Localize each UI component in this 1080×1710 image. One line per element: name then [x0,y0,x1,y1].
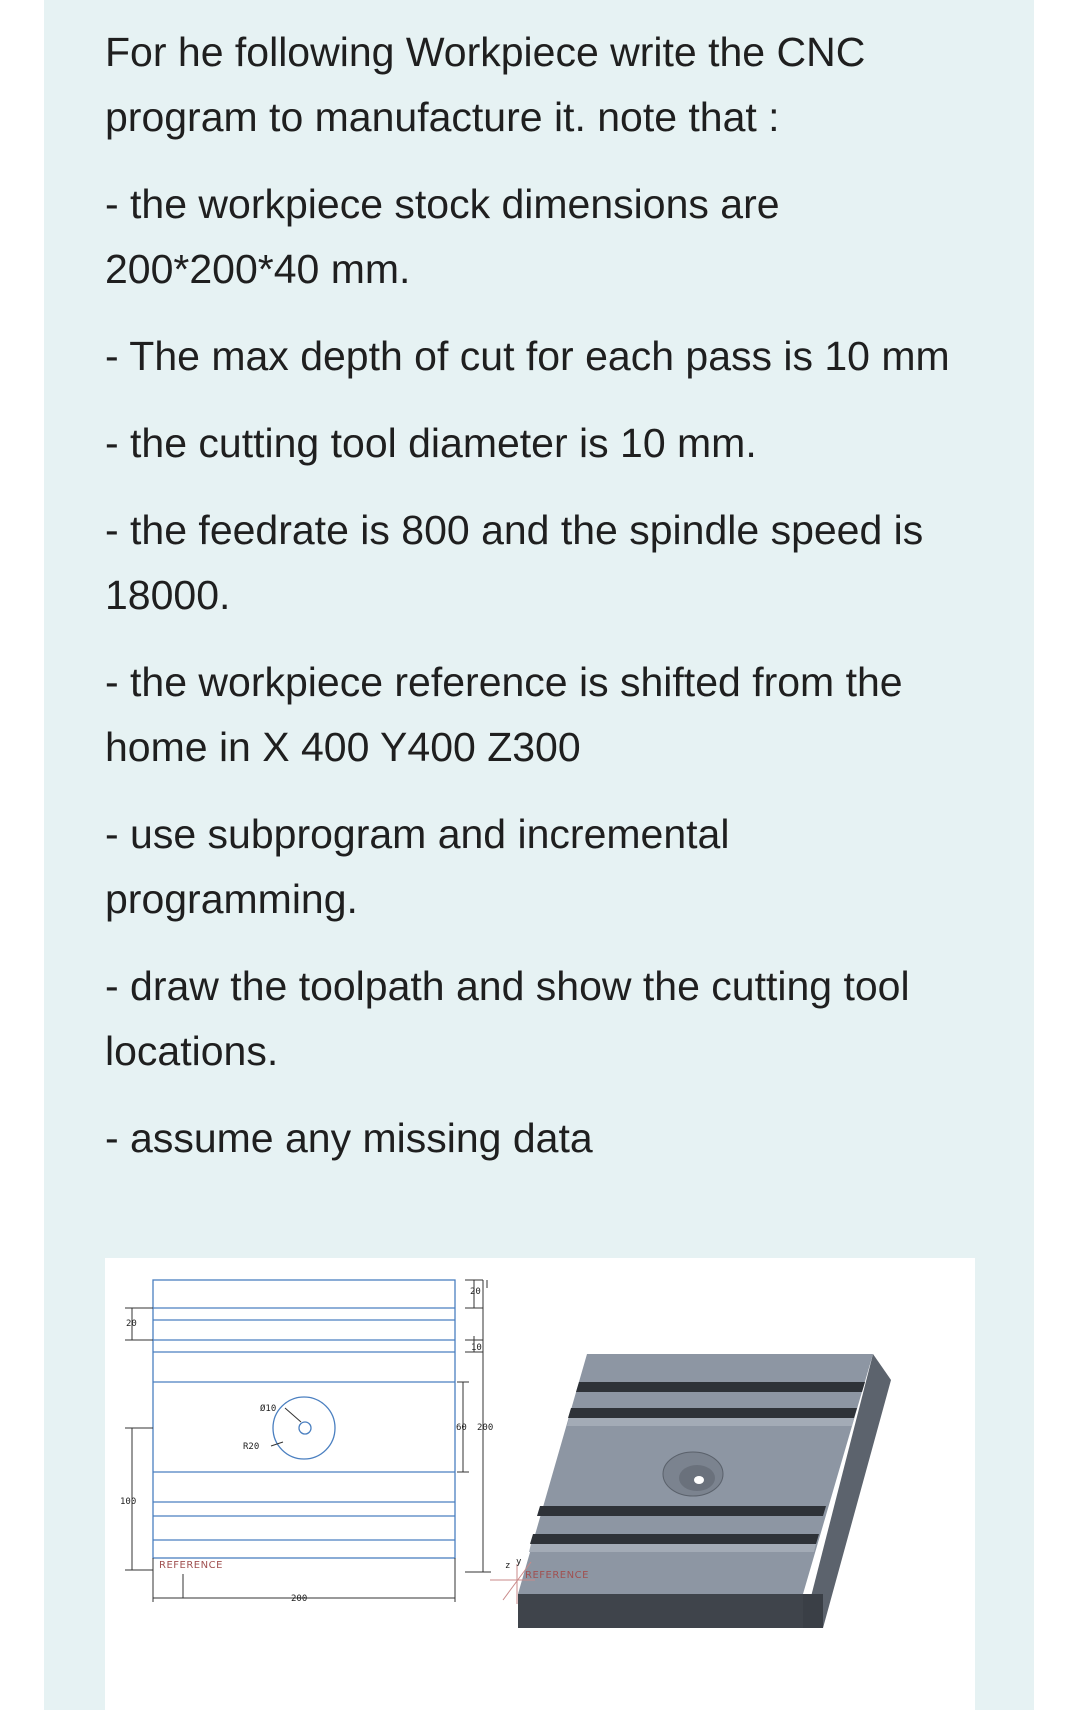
top-view [153,1280,455,1558]
hole-circle [299,1422,311,1434]
dim-slot-label: 10 [471,1343,482,1353]
dim-60-label: 60 [456,1423,467,1433]
dim-top-label: 20 [470,1287,481,1297]
hole-radius-label: R20 [243,1442,260,1452]
hole-diameter-label: Ø10 [260,1404,277,1414]
dim-200-right-label: 200 [477,1423,494,1433]
paragraph-tool: - the cutting tool diameter is 10 mm. [105,420,757,466]
counterbore-circle [273,1397,335,1459]
axis-y-label: y [516,1557,522,1567]
part-front-side [518,1594,803,1628]
workpiece-drawing [105,1258,975,1710]
paragraph-stock: - the workpiece stock dimensions are 200*200*40 mm. [105,181,780,292]
dim-left-top-label: 20 [126,1319,137,1329]
paragraph-subprogram: - use subprogram and incremental programming. [105,811,730,922]
axis-z-label: z [505,1561,511,1571]
paragraph-toolpath: - draw the toolpath and show the cutting tool locations. [105,963,910,1074]
slot-band [568,1408,857,1418]
paragraph-depth: - The max depth of cut for each pass is 10 mm [105,333,950,379]
slot-band [576,1382,865,1392]
workpiece-figure [105,1258,975,1710]
dimension-labels [120,1287,493,1604]
paragraph-intro: For he following Workpiece write the CNC program to manufacture it. note that : [105,29,866,140]
dimension-lines [125,1280,494,1602]
through-hole-3d [694,1476,704,1484]
reference-2d-label: REFERENCE [159,1560,223,1571]
dim-200-bottom-label: 200 [291,1594,308,1604]
paragraph-feed: - the feedrate is 800 and the spindle speed is 18000. [105,507,924,618]
question-text [105,20,985,1193]
slot-band [537,1506,826,1516]
paragraph-reference: - the workpiece reference is shifted from the home in X 400 Y400 Z300 [105,659,903,770]
paragraph-assume: - assume any missing data [105,1115,593,1161]
dim-100-label: 100 [120,1497,137,1507]
slot-band [530,1534,819,1544]
reference-3d-label: REFERENCE [525,1570,589,1581]
isometric-view [490,1354,891,1628]
